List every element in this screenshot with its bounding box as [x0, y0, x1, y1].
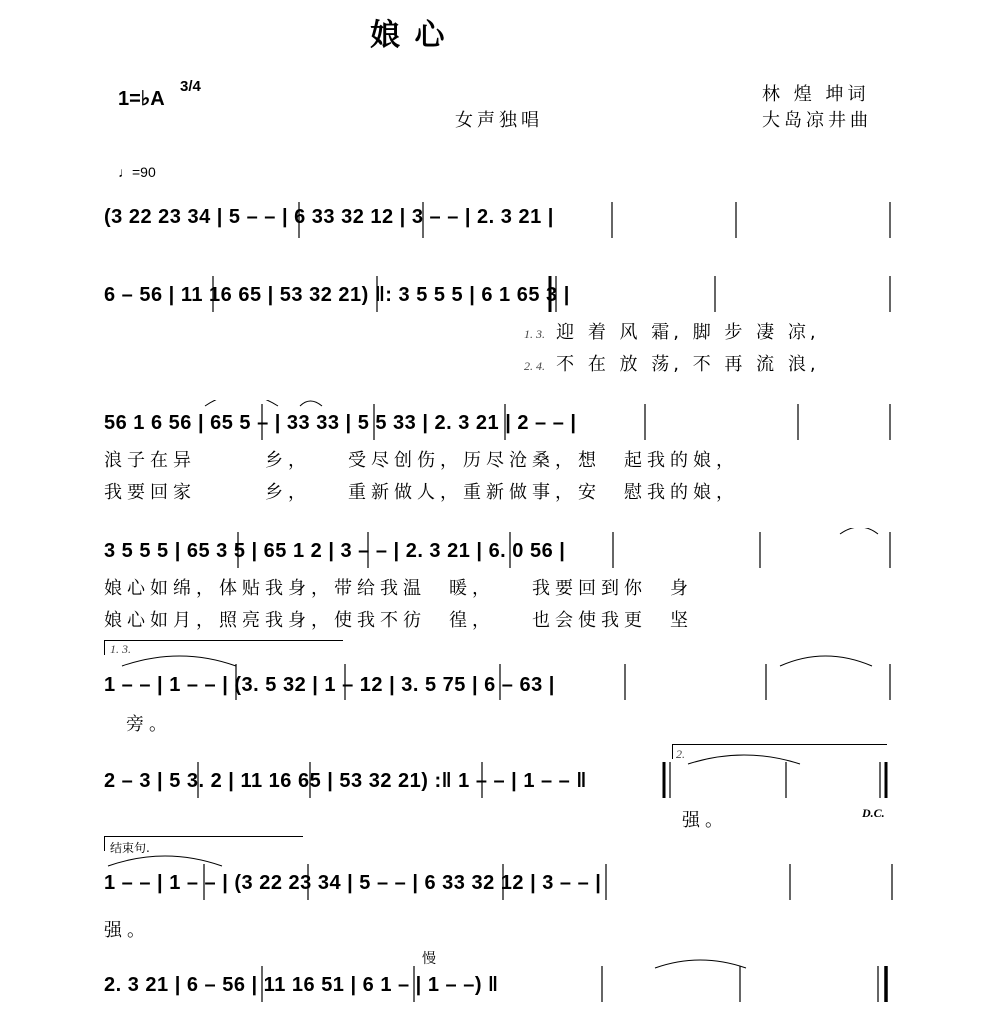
barlines-and-ties — [0, 640, 990, 720]
notation-line: 3 5 5 5 | 65 3 5 | 65 1 2 | 3 – – | 2. 3 21 | 6. 0 56 | — [104, 540, 566, 562]
notation-line: (3 22 23 34 | 5 – – | 6 33 32 12 | 3 – – | 2. 3 21 | — [104, 206, 554, 228]
notation-line: 2. 3 21 | 6 – 56 | 11 16 51 | 6 1 – | 1 – –) ‖ — [104, 974, 499, 996]
notation-line: 6 – 56 | 11 16 65 | 53 32 21) ‖: 3 5 5 5 | 6 1 65 3 | — [104, 284, 570, 306]
time-signature — [180, 80, 201, 94]
barlines — [0, 272, 990, 322]
barlines-and-ties — [0, 400, 990, 450]
notation-line: 56 1 6 56 | 65 5 – | 33 33 | 5 5 33 | 2. 3 21 | 2 – – | — [104, 412, 577, 434]
lyric-line — [524, 318, 820, 344]
key-signature: 1=♭A — [118, 88, 165, 110]
volta-label: 2. — [676, 747, 685, 761]
barlines-and-ties — [0, 744, 990, 814]
barlines-and-ties — [0, 836, 990, 906]
lyric-line-1: 强。 — [104, 920, 150, 941]
performance-note: 女声独唱 — [455, 110, 543, 131]
time-signature-value: 3/4 — [180, 78, 201, 95]
lyric-line-2: 我要回家 乡， 重新做人，重新做事，安 慰我的娘， — [104, 482, 739, 503]
volta-label: 1. 3. — [110, 642, 131, 656]
notation-line: 1 – – | 1 – – | (3 22 23 34 | 5 – – | 6 33 32 12 | 3 – – | — [104, 872, 602, 894]
barlines — [0, 200, 990, 250]
lyric-line-2: 娘心如月，照亮我身，使我不彷 徨， 也会使我更 坚 — [104, 610, 693, 631]
lyric-text: 不 在 放 荡, 不 再 流 浪, — [556, 354, 820, 375]
lyric-line-1: 娘心如绵，体贴我身，带给我温 暖， 我要回到你 身 — [104, 578, 693, 599]
verse-label: 1. 3. — [524, 327, 545, 341]
lyric-line-1: 强。 — [682, 810, 728, 831]
tempo-marking: ♩=90 — [118, 164, 156, 180]
song-title: 娘 心 — [370, 18, 447, 53]
barlines-and-ties — [0, 528, 990, 578]
notation-line: 2 – 3 | 5 3. 2 | 11 16 65 | 53 32 21) :‖ 1 – – | 1 – – ‖ — [104, 770, 587, 792]
composer-credit: 大岛凉井曲 — [762, 110, 872, 131]
volta-label: 结束句. — [110, 841, 150, 855]
verse-label: 2. 4. — [524, 359, 545, 373]
da-capo-mark: D.C. — [862, 806, 885, 820]
lyric-line — [524, 350, 820, 376]
tempo-change-mark: 慢 — [422, 951, 436, 967]
lyricist-credit: 林 煌 坤词 — [762, 84, 870, 105]
lyric-text: 迎 着 风 霜, 脚 步 凄 凉, — [556, 322, 820, 343]
notation-line: 1 – – | 1 – – | (3. 5 32 | 1 – 12 | 3. 5 75 | 6 – 63 | — [104, 674, 555, 696]
lyric-line-1: 浪子在异 乡， 受尽创伤，历尽沧桑，想 起我的娘， — [104, 450, 739, 471]
barlines-and-ties — [0, 946, 990, 1016]
lyric-line-1: 旁。 — [126, 714, 172, 735]
